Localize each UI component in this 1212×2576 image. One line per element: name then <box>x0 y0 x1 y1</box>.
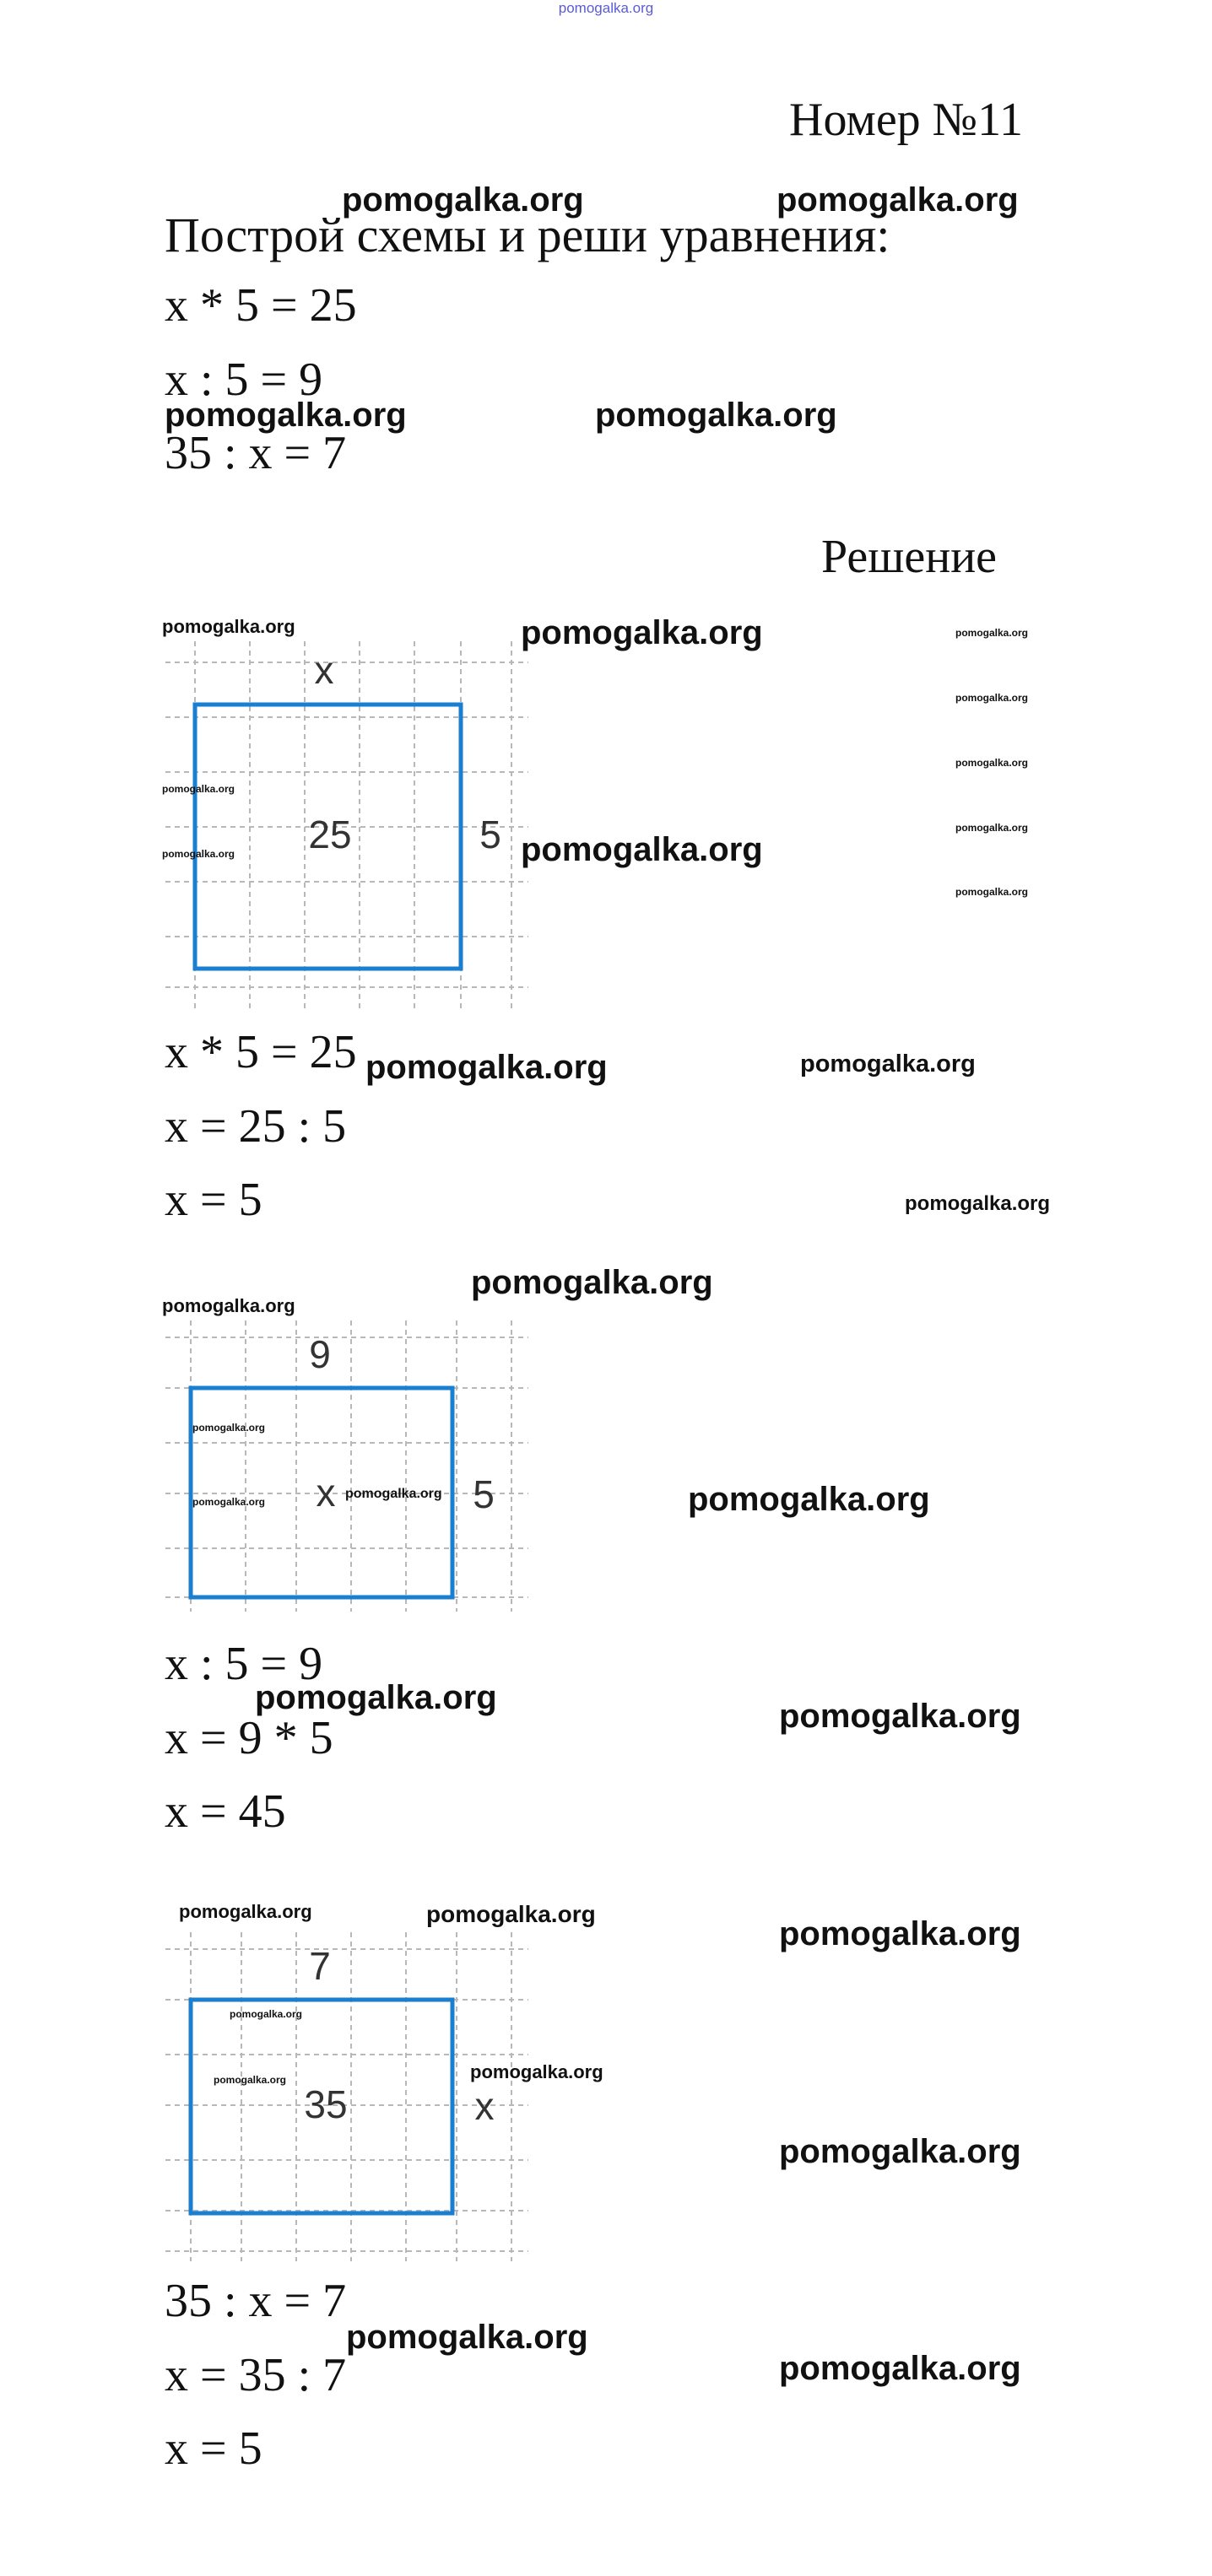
scheme-center-label: 35 <box>304 2082 348 2126</box>
scheme-side-label: x <box>474 2084 495 2128</box>
watermark: pomogalka.org <box>179 1901 312 1922</box>
scheme-side-label: 5 <box>479 813 501 856</box>
watermark: pomogalka.org <box>162 1295 295 1316</box>
scheme-center-label: 25 <box>308 813 352 856</box>
watermark: pomogalka.org <box>521 614 763 651</box>
watermark: pomogalka.org <box>192 1422 266 1434</box>
solution-step: 35 : x = 7 <box>165 2275 347 2327</box>
watermark: pomogalka.org <box>955 692 1029 704</box>
watermark: pomogalka.org <box>779 2133 1021 2170</box>
scheme-side-label: 5 <box>473 1472 495 1516</box>
site-link[interactable]: pomogalka.org <box>558 0 654 16</box>
solution-step: x = 45 <box>165 1785 286 1838</box>
watermark: pomogalka.org <box>595 397 837 434</box>
solution-step: x : 5 = 9 <box>165 1638 323 1690</box>
watermark: pomogalka.org <box>800 1050 976 1077</box>
task-instruction: Построй схемы и реши уравнения: <box>165 208 890 262</box>
watermark: pomogalka.org <box>230 2008 303 2020</box>
solution-step: x = 9 * 5 <box>165 1712 333 1764</box>
solution-step: x = 35 : 7 <box>165 2349 347 2401</box>
task-equation: x : 5 = 9 <box>165 354 323 406</box>
scheme-top-label: 7 <box>309 1944 331 1988</box>
watermark: pomogalka.org <box>162 848 235 860</box>
solution-heading: Решение <box>821 531 998 583</box>
watermark: pomogalka.org <box>955 627 1029 639</box>
watermark: pomogalka.org <box>365 1049 608 1086</box>
watermark: pomogalka.org <box>776 181 1019 219</box>
watermark: pomogalka.org <box>955 886 1029 898</box>
watermark: pomogalka.org <box>162 783 235 795</box>
watermark: pomogalka.org <box>955 757 1029 769</box>
watermark: pomogalka.org <box>345 1487 442 1501</box>
watermark: pomogalka.org <box>214 2074 287 2086</box>
scheme-top-label: 9 <box>309 1332 331 1376</box>
watermark: pomogalka.org <box>470 2061 603 2082</box>
watermark: pomogalka.org <box>955 822 1029 834</box>
scheme-diagram <box>165 1320 528 1612</box>
task-equation: 35 : x = 7 <box>165 427 347 479</box>
watermark: pomogalka.org <box>255 1679 497 1716</box>
watermark: pomogalka.org <box>905 1192 1051 1215</box>
watermark: pomogalka.org <box>779 2350 1021 2387</box>
solution-step: x * 5 = 25 <box>165 1026 357 1078</box>
solution-step: x = 5 <box>165 1174 262 1226</box>
scheme-diagram <box>165 641 528 1013</box>
watermark: pomogalka.org <box>779 1698 1021 1735</box>
solution-step: x = 5 <box>165 2422 262 2475</box>
solution-step: x = 25 : 5 <box>165 1100 347 1153</box>
watermark: pomogalka.org <box>346 2319 588 2356</box>
watermark: pomogalka.org <box>688 1481 930 1518</box>
watermark: pomogalka.org <box>165 397 407 434</box>
scheme-diagram <box>165 1932 528 2261</box>
scheme-top-label: x <box>314 648 334 692</box>
watermark: pomogalka.org <box>162 616 295 637</box>
watermark: pomogalka.org <box>192 1496 266 1508</box>
task-equation: x * 5 = 25 <box>165 279 357 332</box>
scheme-center-label: x <box>316 1471 336 1515</box>
watermark: pomogalka.org <box>521 831 763 868</box>
watermark: pomogalka.org <box>779 1915 1021 1952</box>
watermark: pomogalka.org <box>342 181 584 219</box>
watermark: pomogalka.org <box>471 1264 713 1301</box>
exercise-title: Номер №11 <box>789 94 1024 146</box>
watermark: pomogalka.org <box>426 1901 596 1927</box>
